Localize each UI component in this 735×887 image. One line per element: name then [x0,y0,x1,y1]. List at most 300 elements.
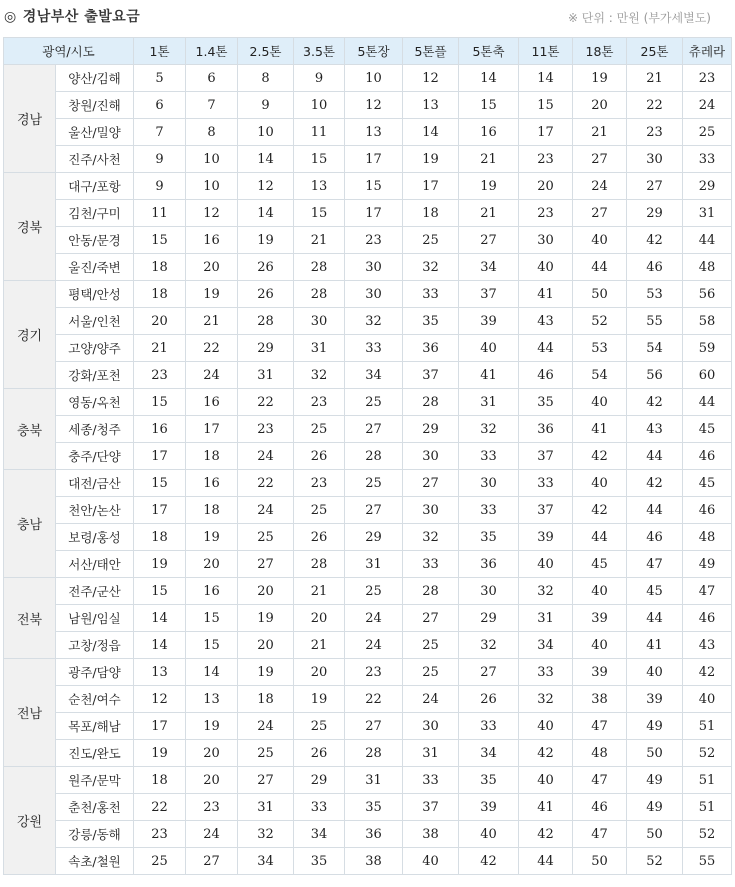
fare-cell: 42 [627,389,683,416]
fare-cell: 19 [573,65,627,92]
table-row [4,362,732,389]
header-tonnage: 18톤 [573,38,627,65]
fare-cell: 21 [294,632,345,659]
fare-cell: 9 [134,173,186,200]
fare-cell: 19 [186,281,238,308]
fare-cell: 44 [573,254,627,281]
fare-cell: 25 [294,416,345,443]
fare-cell: 17 [134,713,186,740]
fare-cell: 42 [573,443,627,470]
fare-cell: 50 [627,740,683,767]
fare-cell: 15 [186,605,238,632]
fare-cell: 20 [238,578,294,605]
bullet-circle-icon: ◎ [4,9,17,25]
fare-cell: 36 [403,335,459,362]
fare-cell: 33 [403,281,459,308]
fare-cell: 31 [345,767,403,794]
fare-cell: 18 [134,254,186,281]
table-row [4,605,732,632]
city-cell: 충주/단양 [56,443,134,470]
fare-cell: 28 [345,740,403,767]
fare-cell: 25 [238,740,294,767]
fare-cell: 14 [238,200,294,227]
fare-cell: 31 [294,335,345,362]
fare-cell: 30 [294,308,345,335]
header-tonnage: 11톤 [519,38,573,65]
table-row [4,632,732,659]
header-region-city: 광역/시도 [4,38,134,65]
fare-cell: 42 [627,470,683,497]
fare-cell: 22 [134,794,186,821]
fare-cell: 37 [519,497,573,524]
fare-cell: 23 [627,119,683,146]
fare-cell: 19 [238,605,294,632]
header-tonnage: 5톤축 [459,38,519,65]
fare-cell: 31 [459,389,519,416]
fare-cell: 39 [573,605,627,632]
fare-cell: 16 [459,119,519,146]
fare-cell: 34 [459,254,519,281]
fare-cell: 34 [294,821,345,848]
region-cell: 경북 [4,173,56,281]
fare-cell: 31 [519,605,573,632]
fare-cell: 38 [403,821,459,848]
fare-cell: 49 [627,713,683,740]
fare-cell: 31 [683,200,732,227]
fare-cell: 13 [134,659,186,686]
table-row [4,686,732,713]
fare-cell: 13 [403,92,459,119]
table-row [4,497,732,524]
fare-cell: 29 [459,605,519,632]
fare-cell: 37 [403,362,459,389]
fare-cell: 49 [627,794,683,821]
city-cell: 서울/인천 [56,308,134,335]
fare-cell: 18 [186,443,238,470]
fare-cell: 19 [459,173,519,200]
city-cell: 안동/문경 [56,227,134,254]
fare-cell: 16 [134,416,186,443]
fare-cell: 27 [238,767,294,794]
region-cell: 경남 [4,65,56,173]
fare-cell: 19 [403,146,459,173]
fare-cell: 14 [134,632,186,659]
fare-cell: 30 [519,227,573,254]
table-row [4,767,732,794]
fare-cell: 30 [459,578,519,605]
fare-cell: 31 [345,551,403,578]
fare-cell: 24 [403,686,459,713]
fare-cell: 19 [134,740,186,767]
fare-cell: 40 [459,335,519,362]
fare-cell: 18 [238,686,294,713]
fare-cell: 15 [134,227,186,254]
city-cell: 강화/포천 [56,362,134,389]
fare-cell: 25 [238,524,294,551]
fare-cell: 10 [345,65,403,92]
fare-cell: 44 [519,848,573,875]
fare-cell: 13 [345,119,403,146]
fare-cell: 21 [186,308,238,335]
fare-cell: 28 [294,281,345,308]
city-cell: 원주/문막 [56,767,134,794]
fare-cell: 11 [134,200,186,227]
fare-cell: 33 [294,794,345,821]
fare-cell: 48 [573,740,627,767]
fare-cell: 25 [683,119,732,146]
city-cell: 고양/양주 [56,335,134,362]
fare-cell: 15 [519,92,573,119]
fare-cell: 9 [238,92,294,119]
fare-cell: 27 [459,659,519,686]
table-row [4,443,732,470]
fare-cell: 21 [627,65,683,92]
fare-cell: 44 [627,497,683,524]
fare-cell: 40 [519,551,573,578]
fare-cell: 14 [403,119,459,146]
fare-cell: 20 [186,767,238,794]
fare-cell: 14 [459,65,519,92]
fare-cell: 48 [683,524,732,551]
fare-cell: 6 [186,65,238,92]
fare-cell: 42 [519,740,573,767]
city-cell: 창원/진해 [56,92,134,119]
fare-cell: 24 [238,443,294,470]
table-row [4,659,732,686]
fare-cell: 39 [573,659,627,686]
fare-cell: 42 [573,497,627,524]
fare-cell: 12 [186,200,238,227]
fare-cell: 46 [627,524,683,551]
fare-cell: 23 [683,65,732,92]
fare-cell: 18 [134,281,186,308]
fare-cell: 40 [573,227,627,254]
fare-cell: 14 [519,65,573,92]
fare-cell: 17 [519,119,573,146]
fare-cell: 25 [403,632,459,659]
fare-cell: 12 [134,686,186,713]
fare-cell: 23 [294,389,345,416]
fare-cell: 27 [345,497,403,524]
fare-cell: 24 [238,497,294,524]
fare-cell: 17 [134,443,186,470]
fare-cell: 47 [573,713,627,740]
fare-cell: 20 [573,92,627,119]
fare-table-header [4,38,732,65]
fare-cell: 15 [134,470,186,497]
fare-cell: 53 [627,281,683,308]
fare-cell: 24 [238,713,294,740]
table-row [4,713,732,740]
header-tonnage: 3.5톤 [294,38,345,65]
fare-cell: 18 [403,200,459,227]
fare-cell: 10 [294,92,345,119]
fare-cell: 15 [345,173,403,200]
fare-cell: 59 [683,335,732,362]
fare-table-body [4,65,732,875]
fare-cell: 41 [519,281,573,308]
fare-cell: 15 [134,389,186,416]
fare-cell: 19 [134,551,186,578]
fare-cell: 16 [186,389,238,416]
fare-cell: 28 [294,254,345,281]
fare-cell: 17 [134,497,186,524]
fare-cell: 22 [238,470,294,497]
fare-cell: 20 [294,659,345,686]
table-row [4,335,732,362]
table-row [4,173,732,200]
fare-cell: 49 [627,767,683,794]
fare-cell: 45 [627,578,683,605]
fare-cell: 34 [519,632,573,659]
fare-cell: 40 [573,632,627,659]
fare-cell: 48 [683,254,732,281]
fare-cell: 33 [403,551,459,578]
header-tonnage: 1.4톤 [186,38,238,65]
fare-cell: 46 [683,443,732,470]
fare-cell: 42 [683,659,732,686]
fare-cell: 27 [345,416,403,443]
fare-cell: 26 [459,686,519,713]
city-cell: 영동/옥천 [56,389,134,416]
fare-cell: 40 [627,659,683,686]
fare-cell: 33 [519,470,573,497]
fare-cell: 24 [186,362,238,389]
fare-cell: 7 [186,92,238,119]
fare-cell: 23 [519,146,573,173]
city-cell: 진주/사천 [56,146,134,173]
fare-cell: 23 [134,362,186,389]
fare-cell: 28 [294,551,345,578]
fare-cell: 35 [294,848,345,875]
fare-cell: 36 [519,416,573,443]
fare-cell: 50 [573,848,627,875]
table-row [4,821,732,848]
fare-cell: 23 [294,470,345,497]
fare-cell: 27 [573,146,627,173]
fare-cell: 60 [683,362,732,389]
city-cell: 전주/군산 [56,578,134,605]
fare-cell: 44 [627,605,683,632]
fare-cell: 42 [519,821,573,848]
table-row [4,470,732,497]
fare-cell: 20 [294,605,345,632]
fare-cell: 33 [345,335,403,362]
fare-table [3,37,732,875]
fare-cell: 27 [573,200,627,227]
fare-cell: 34 [238,848,294,875]
city-cell: 평택/안성 [56,281,134,308]
fare-cell: 16 [186,227,238,254]
fare-cell: 40 [683,686,732,713]
fare-cell: 44 [683,389,732,416]
fare-cell: 22 [238,389,294,416]
fare-cell: 30 [627,146,683,173]
fare-cell: 16 [186,470,238,497]
fare-cell: 8 [186,119,238,146]
header-tonnage: 2.5톤 [238,38,294,65]
fare-cell: 24 [345,605,403,632]
fare-cell: 20 [186,254,238,281]
fare-cell: 45 [683,416,732,443]
fare-cell: 14 [238,146,294,173]
fare-cell: 32 [519,686,573,713]
fare-cell: 41 [519,794,573,821]
fare-cell: 38 [573,686,627,713]
fare-cell: 43 [519,308,573,335]
fare-cell: 13 [186,686,238,713]
city-cell: 양산/김해 [56,65,134,92]
fare-cell: 39 [459,308,519,335]
fare-cell: 12 [238,173,294,200]
fare-cell: 25 [345,389,403,416]
fare-cell: 19 [294,686,345,713]
fare-cell: 41 [459,362,519,389]
fare-cell: 32 [459,416,519,443]
table-row [4,416,732,443]
fare-cell: 23 [345,227,403,254]
fare-cell: 24 [683,92,732,119]
fare-cell: 40 [519,767,573,794]
fare-cell: 44 [573,524,627,551]
fare-cell: 45 [573,551,627,578]
fare-cell: 5 [134,65,186,92]
fare-cell: 9 [294,65,345,92]
fare-cell: 31 [403,740,459,767]
fare-cell: 10 [186,173,238,200]
fare-cell: 28 [403,389,459,416]
fare-cell: 38 [345,848,403,875]
city-cell: 대전/금산 [56,470,134,497]
fare-cell: 37 [519,443,573,470]
city-cell: 세종/청주 [56,416,134,443]
fare-cell: 28 [403,578,459,605]
table-row [4,281,732,308]
header-row [4,38,732,65]
city-cell: 서산/태안 [56,551,134,578]
city-cell: 진도/완도 [56,740,134,767]
fare-cell: 26 [294,524,345,551]
fare-cell: 27 [403,605,459,632]
fare-cell: 47 [627,551,683,578]
fare-cell: 18 [186,497,238,524]
fare-cell: 51 [683,713,732,740]
city-cell: 속초/철원 [56,848,134,875]
city-cell: 춘천/홍천 [56,794,134,821]
region-cell: 전남 [4,659,56,767]
fare-cell: 46 [683,497,732,524]
fare-cell: 27 [403,470,459,497]
fare-cell: 23 [186,794,238,821]
city-cell: 울진/죽변 [56,254,134,281]
fare-cell: 18 [134,767,186,794]
table-row [4,200,732,227]
fare-cell: 13 [294,173,345,200]
fare-cell: 32 [294,362,345,389]
fare-cell: 26 [294,443,345,470]
fare-cell: 14 [134,605,186,632]
fare-cell: 20 [186,551,238,578]
fare-cell: 35 [459,767,519,794]
fare-cell: 17 [186,416,238,443]
fare-cell: 41 [573,416,627,443]
fare-cell: 41 [627,632,683,659]
table-row [4,254,732,281]
fare-cell: 33 [683,146,732,173]
fare-cell: 35 [459,524,519,551]
fare-cell: 49 [683,551,732,578]
fare-cell: 28 [345,443,403,470]
fare-cell: 26 [238,254,294,281]
fare-cell: 33 [519,659,573,686]
fare-cell: 46 [519,362,573,389]
fare-cell: 46 [627,254,683,281]
fare-cell: 54 [573,362,627,389]
fare-cell: 47 [683,578,732,605]
fare-cell: 53 [573,335,627,362]
fare-cell: 24 [573,173,627,200]
fare-cell: 25 [403,659,459,686]
fare-cell: 12 [403,65,459,92]
region-cell: 경기 [4,281,56,389]
fare-cell: 23 [345,659,403,686]
fare-cell: 21 [134,335,186,362]
fare-cell: 25 [403,227,459,254]
fare-cell: 20 [519,173,573,200]
region-cell: 충북 [4,389,56,470]
fare-cell: 17 [345,146,403,173]
region-cell: 전북 [4,578,56,659]
fare-cell: 19 [238,659,294,686]
fare-cell: 44 [683,227,732,254]
fare-cell: 21 [294,578,345,605]
fare-cell: 42 [459,848,519,875]
city-cell: 보령/홍성 [56,524,134,551]
region-cell: 강원 [4,767,56,875]
fare-cell: 14 [186,659,238,686]
fare-cell: 30 [403,497,459,524]
fare-cell: 32 [238,821,294,848]
fare-cell: 22 [345,686,403,713]
city-cell: 남원/임실 [56,605,134,632]
fare-cell: 23 [134,821,186,848]
fare-cell: 23 [519,200,573,227]
fare-cell: 50 [573,281,627,308]
fare-cell: 43 [627,416,683,443]
fare-cell: 40 [573,389,627,416]
fare-cell: 30 [345,281,403,308]
fare-cell: 26 [294,740,345,767]
fare-cell: 7 [134,119,186,146]
fare-cell: 17 [403,173,459,200]
fare-cell: 19 [238,227,294,254]
fare-cell: 33 [459,497,519,524]
fare-cell: 21 [294,227,345,254]
fare-cell: 39 [519,524,573,551]
fare-cell: 32 [459,632,519,659]
fare-cell: 29 [238,335,294,362]
fare-cell: 21 [459,200,519,227]
table-row [4,848,732,875]
fare-cell: 25 [134,848,186,875]
fare-cell: 47 [573,767,627,794]
fare-cell: 24 [345,632,403,659]
fare-cell: 52 [683,740,732,767]
fare-cell: 25 [294,497,345,524]
fare-cell: 39 [459,794,519,821]
fare-cell: 36 [459,551,519,578]
fare-cell: 46 [683,605,732,632]
